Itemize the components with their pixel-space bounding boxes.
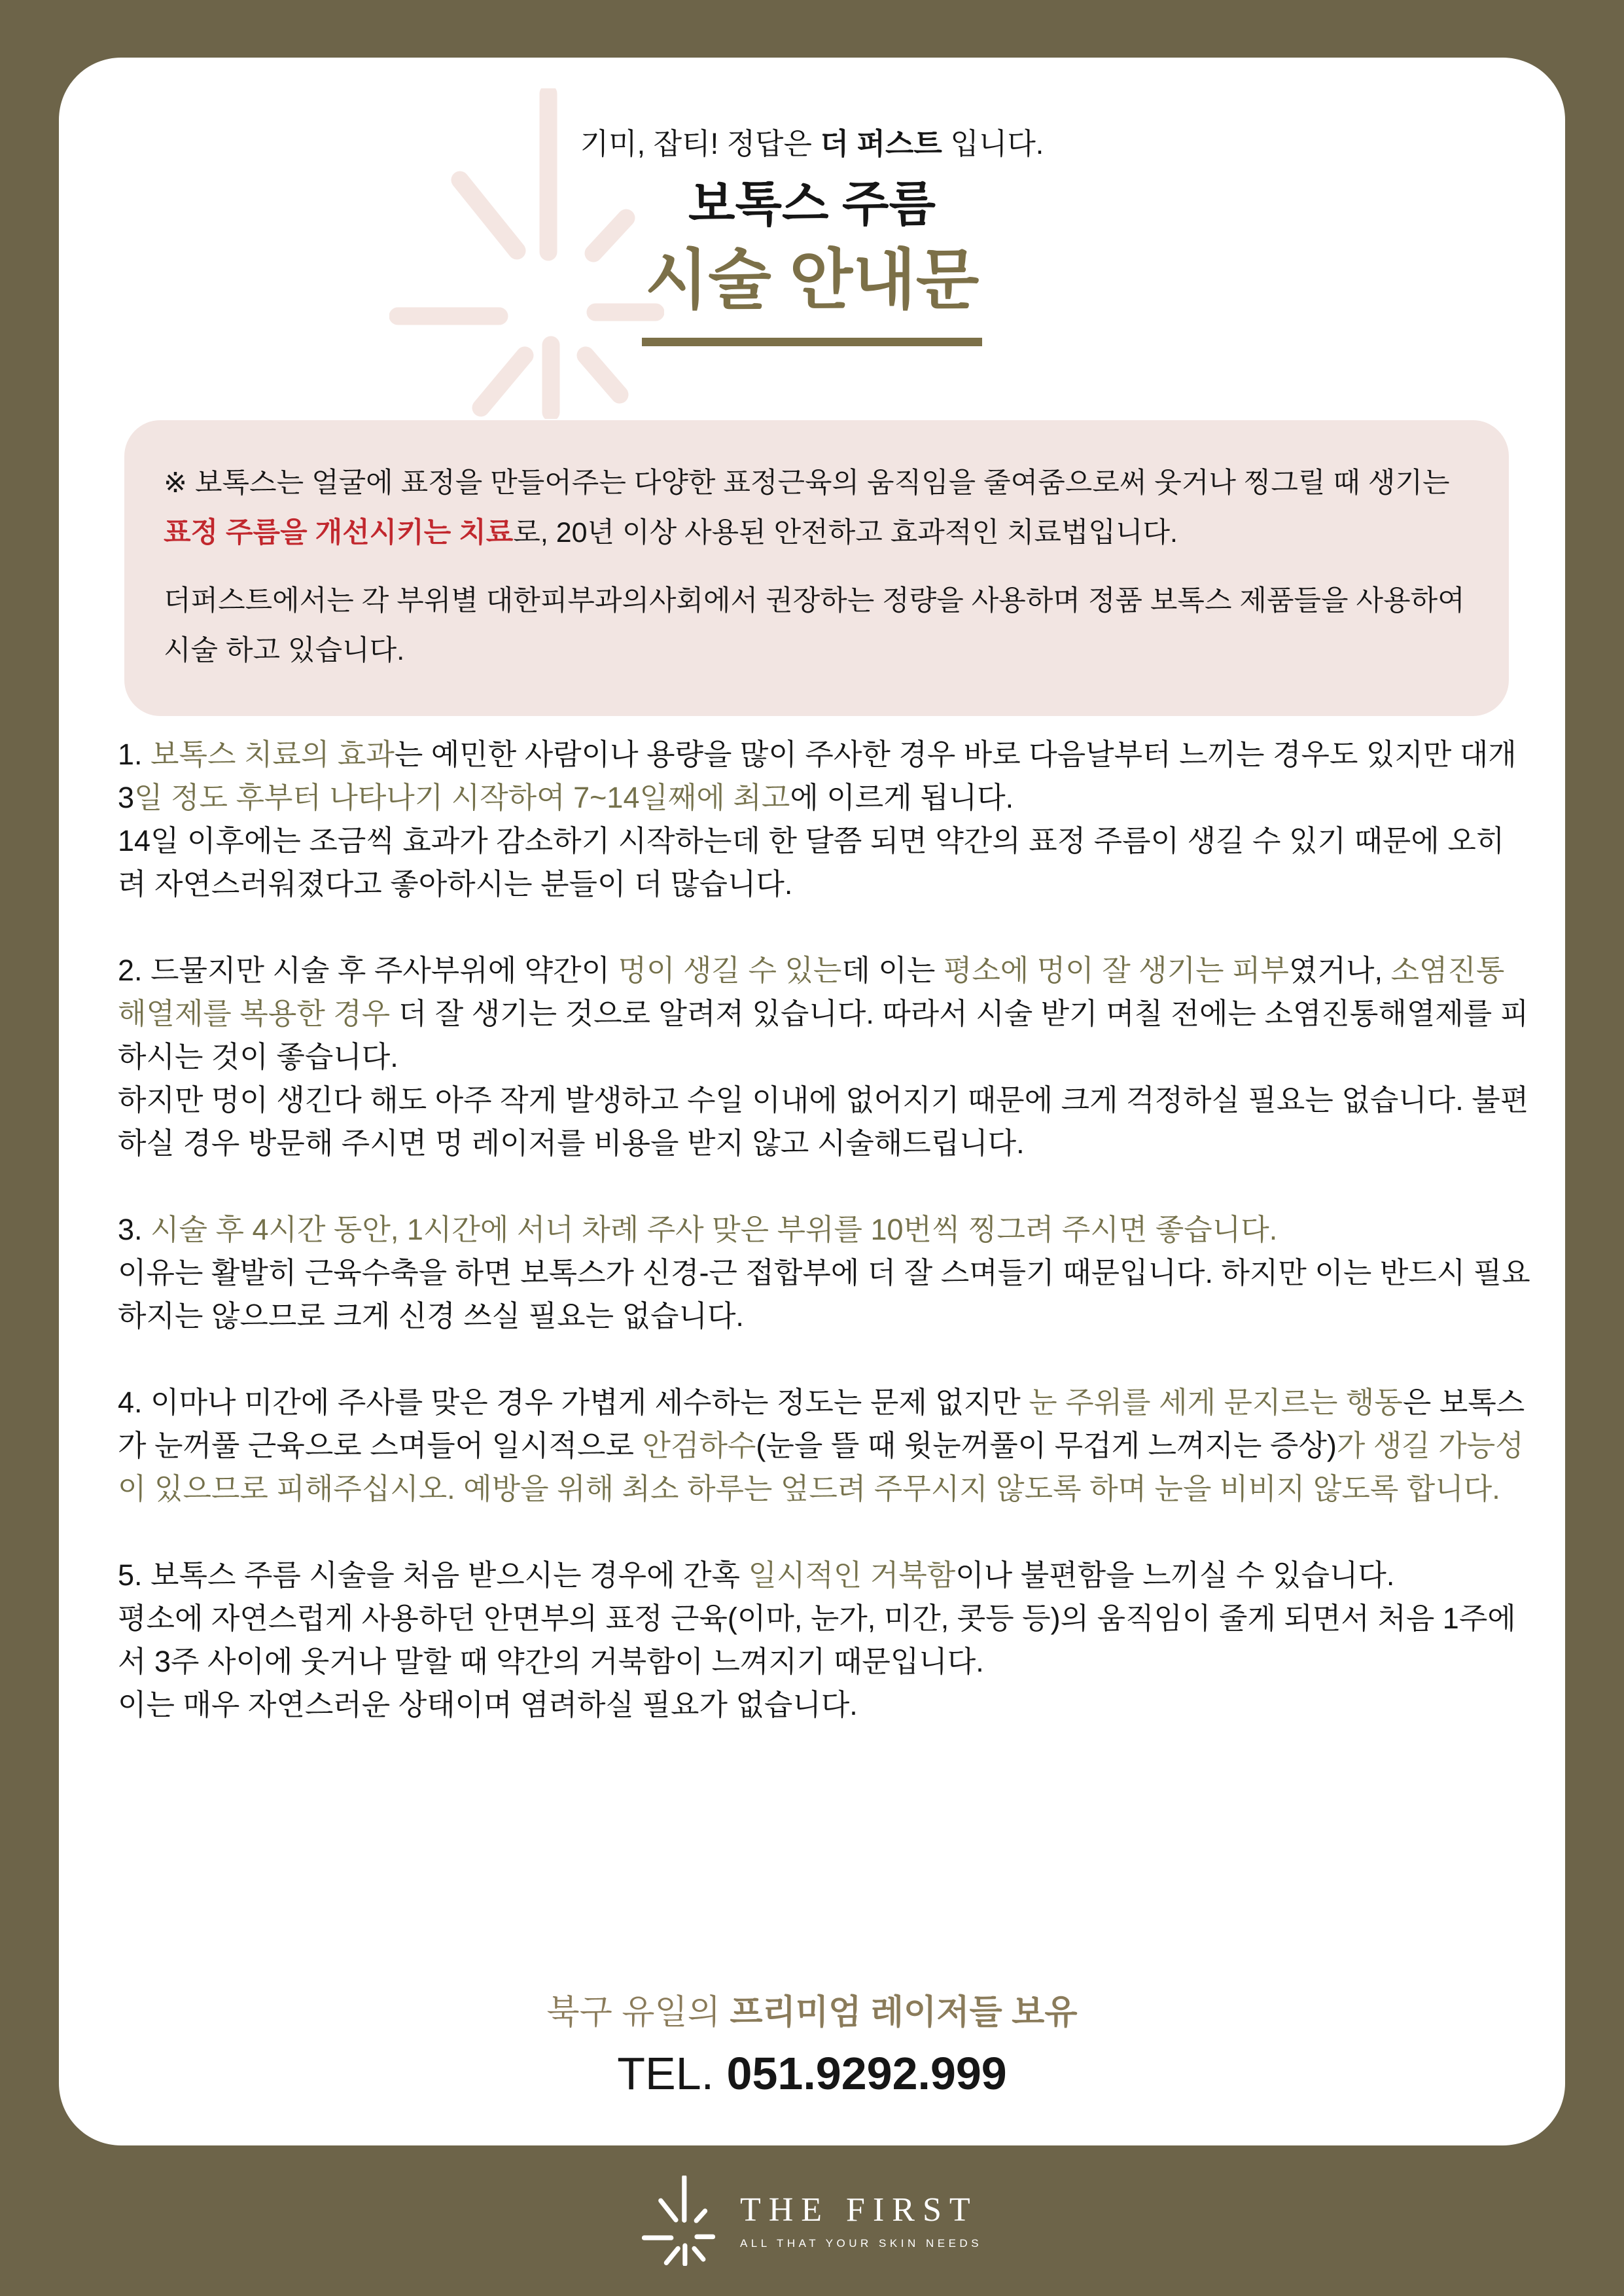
procedure-note-5: 5. 보톡스 주름 시술을 처음 받으시는 경우에 간혹 일시적인 거북함이나 불편함을 느끼실 수 있습니다. 평소에 자연스럽게 사용하던 안면부의 표정 근육(이마, 눈가, 미간, 콧등 등)의 움직임이 줄게 되면서 처음 1주에서 3주 사이에 웃거나 말할 때 약간의 거북함이 느껴지기 때문입니다. 이는 매우 자연스러운 상태이며 염려하실 필요가 없습니다. — [118, 1558, 1516, 1721]
procedure-note-3: 3. 시술 후 4시간 동안, 1시간에 서너 차례 주사 맞은 부위를 10번씩 찡그려 주시면 좋습니다. 이유는 활발히 근육수축을 하면 보톡스가 신경-근 접합부에 더 잘 스며들기 때문입니다. 하지만 이는 반드시 필요하지는 않으므로 크게 신경 쓰실 필요는 없습니다. — [118, 1213, 1530, 1333]
notice-paragraph-2: 더퍼스트에서는 각 부위별 대한피부과의사회에서 권장하는 정량을 사용하며 정품 보톡스 제품들을 사용하여 시술 하고 있습니다. — [164, 585, 1465, 666]
contact-block — [59, 1992, 1565, 2101]
procedure-note-4: 4. 이마나 미간에 주사를 맞은 경우 가볍게 세수하는 정도는 문제 없지만 눈 주위를 세게 문지르는 행동은 보톡스가 눈꺼풀 근육으로 스며들어 일시적으로 안검하수(눈을 뜰 때 윗눈꺼풀이 무겁게 느껴지는 증상)가 생길 가능성이 있으므로 피해주십시오. 예방을 위해 최소 하루는 엎드려 주무시지 않도록 하며 눈을 비비지 않도록 합니다. — [118, 1386, 1525, 1505]
notice-box — [124, 420, 1509, 716]
title-underline — [642, 338, 982, 346]
brand-footer-bar — [0, 2145, 1624, 2296]
premium-laser-line: 북구 유일의 프리미엄 레이저들 보유 — [546, 1994, 1078, 2032]
phone-number: TEL. 051.9292.999 — [617, 2048, 1007, 2099]
notice-paragraph-1: ※ 보톡스는 얼굴에 표정을 만들어주는 다양한 표정근육의 움직임을 줄여줌으로써 웃거나 찡그릴 때 생기는 표정 주름을 개선시키는 치료로, 20년 이상 사용된 안전하고 효과적인 치료법입니다. — [164, 467, 1450, 548]
header-subtitle: 보톡스 주름 — [688, 177, 936, 231]
brand-name: THE FIRST — [739, 2191, 978, 2229]
procedure-note-1: 1. 보톡스 치료의 효과는 예민한 사람이나 용량을 많이 주사한 경우 바로 다음날부터 느끼는 경우도 있지만 대개 3일 정도 후부터 나타나기 시작하여 7~14일째에 최고에 이르게 됩니다. 14일 이후에는 조금씩 효과가 감소하기 시작하는데 한 달쯤 되면 약간의 표정 주름이 생길 수 있기 때문에 오히려 자연스러워졌다고 좋아하시는 분들이 더 많습니다. — [118, 738, 1517, 901]
brand-text — [740, 2193, 982, 2249]
sparkle-logo-icon — [642, 2176, 715, 2266]
header-tagline: 기미, 잡티! 정답은 더 퍼스트 입니다. — [580, 127, 1044, 160]
procedure-note-2: 2. 드물지만 시술 후 주사부위에 약간이 멍이 생길 수 있는데 이는 평소에 멍이 잘 생기는 피부였거나, 소염진통해열제를 복용한 경우 더 잘 생기는 것으로 알려져 있습니다. 따라서 시술 받기 며칠 전에는 소염진통해열제를 피하시는 것이 좋습니다. 하지만 멍이 생긴다 해도 아주 작게 발생하고 수일 이내에 없어지기 때문에 크게 걱정하실 필요는 없습니다. 불편하실 경우 방문해 주시면 멍 레이저를 비용을 받지 않고 시술해드립니다. — [118, 954, 1529, 1160]
brand-tagline: ALL THAT YOUR SKIN NEEDS — [739, 2236, 983, 2250]
content-page — [59, 58, 1565, 2145]
page-title: 시술 안내문 — [644, 243, 980, 317]
procedure-notes — [118, 733, 1531, 1770]
